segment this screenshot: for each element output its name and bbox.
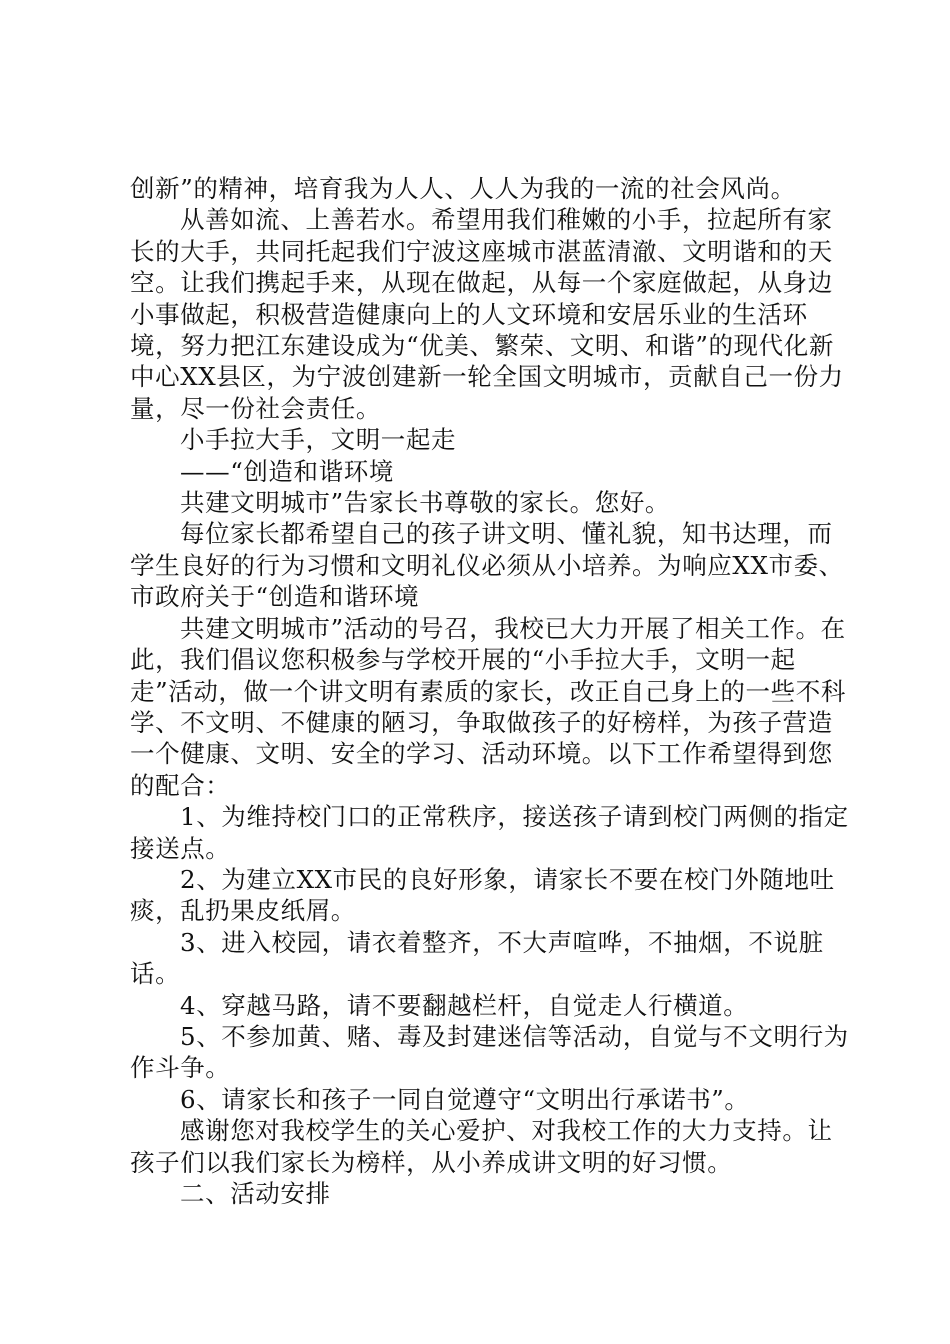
paragraph-call-to-action: 从善如流、上善若水。希望用我们稚嫩的小手，拉起所有家长的大手，共同托起我们宁波这座城市湛蓝清澈、文明谐和的天空。让我们携起手来，从现在做起，从每一个家庭做起，从身边小事做起，积极营造健康向上的人文环境和安居乐业的生活环境，努力把江东建设成为“优美、繁荣、文明、和谐”的现代化新中心XX县区，为宁波创建新一轮全国文明城市，贡献自己一份力量，尽一份社会责任。 (130, 205, 844, 423)
paragraph-social-ethos: 创新”的精神，培育我为人人、人人为我的一流的社会风尚。 (130, 174, 796, 203)
paragraph-letter-intro: 每位家长都希望自己的孩子讲文明、懂礼貌，知书达理，而学生良好的行为习惯和文明礼仪必须从小培养。为响应XX市委、市政府关于“创造和谐环境 (130, 519, 844, 612)
list-item-2: 2、为建立XX市民的良好形象，请家长不要在校门外随地吐痰，乱扔果皮纸屑。 (130, 864, 835, 926)
section-heading-activity-arrangement: 二、活动安排 (180, 1179, 331, 1208)
paragraph-letter-greeting: 共建文明城市”告家长书尊敬的家长。您好。 (180, 488, 671, 518)
paragraph-thanks: 感谢您对我校学生的关心爱护、对我校工作的大力支持。让孩子们以我们家长为榜样，从小养成讲文明的好习惯。 (130, 1116, 833, 1177)
list-item-6: 6、请家长和孩子一同自觉遵守“文明出行承诺书”。 (180, 1084, 750, 1114)
list-item-5: 5、不参加黄、赌、毒及封建迷信等活动，自觉与不文明行为作斗争。 (130, 1021, 849, 1083)
list-item-3: 3、进入校园，请衣着整齐，不大声喧哗，不抽烟，不说脏话。 (130, 927, 824, 989)
list-item-1: 1、为维持校门口的正常秩序，接送孩子请到校门两侧的指定接送点。 (130, 802, 849, 863)
paragraph-subtitle: ——“创造和谐环境 (180, 456, 394, 486)
document-body (130, 173, 850, 1209)
paragraph-letter-proposal: 共建文明城市”活动的号召，我校已大力开展了相关工作。在此，我们倡议您积极参与学校开展的“小手拉大手，文明一起走”活动，做一个讲文明有素质的家长，改正自己身上的一些不科学、不文明、不健康的陋习，争取做孩子的好榜样，为孩子营造一个健康、文明、安全的学习、活动环境。以下工作希望得到您的配合： (130, 613, 846, 800)
list-item-4: 4、穿越马路，请不要翻越栏杆，自觉走人行横道。 (180, 990, 749, 1020)
paragraph-slogan: 小手拉大手，文明一起走 (180, 425, 457, 455)
